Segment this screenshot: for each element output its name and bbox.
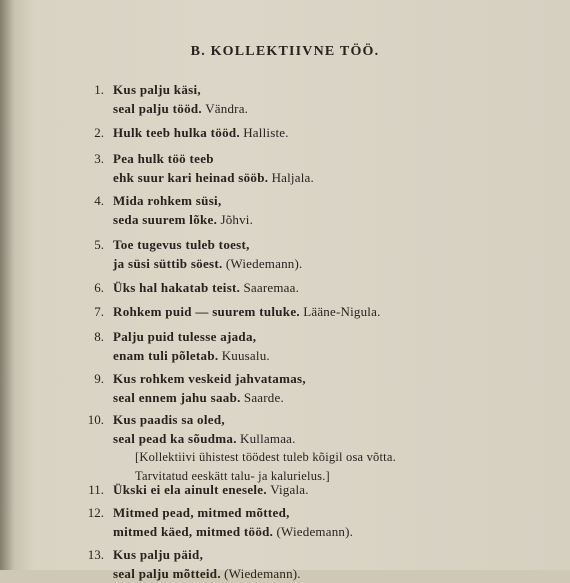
proverb-line: enam tuli põletab. — [113, 348, 219, 363]
proverb-line: seda suurem lõke. — [113, 212, 218, 227]
proverb-number: 4. — [94, 193, 104, 208]
editorial-note: [Kollektiivi ühistest töödest tuleb kõigil osa võtta. — [135, 450, 396, 464]
proverb-line: Kus palju päid, — [113, 547, 204, 562]
proverb-number: 10. — [87, 412, 104, 427]
proverb-source: Vigala. — [270, 482, 309, 497]
proverb-line: Toe tugevus tuleb toest, — [113, 237, 250, 252]
proverb-source: Kuusalu. — [221, 348, 270, 363]
proverb-line: Ükski ei ela ainult enesele. — [113, 482, 267, 497]
proverb-source: Haljala. — [271, 170, 314, 185]
proverb-source: Vändra. — [205, 101, 249, 116]
proverb-number: 7. — [94, 304, 104, 319]
proverb-source: (Wiedemann). — [225, 256, 303, 271]
proverb-line: Mida rohkem süsi, — [113, 193, 222, 208]
proverb-line: ja süsi süttib söest. — [113, 256, 223, 271]
proverb-line: Kus paadis sa oled, — [113, 412, 225, 427]
proverb-line: Pea hulk töö teeb — [113, 151, 214, 166]
proverb-number: 5. — [94, 237, 104, 252]
proverb-source: Jõhvi. — [220, 212, 254, 227]
editorial-note: Tarvitatud eeskätt talu- ja kalurielus.] — [135, 469, 330, 483]
page-gutter-shadow — [0, 0, 14, 570]
proverb-source: (Wiedemann). — [224, 566, 301, 581]
proverb-line: Rohkem puid — suurem tuluke. — [113, 304, 300, 319]
proverb-source: Saaremaa. — [243, 280, 300, 295]
proverb-line: Üks hal hakatab teist. — [113, 280, 241, 295]
proverb-line: Kus rohkem veskeid jahvatamas, — [113, 371, 306, 386]
proverb-number: 3. — [94, 151, 104, 166]
proverb-number: 1. — [94, 82, 104, 97]
proverb-number: 8. — [94, 329, 104, 344]
proverb-line: Palju puid tulesse ajada, — [113, 329, 257, 344]
proverb-line: seal pead ka sõudma. — [113, 431, 237, 446]
proverb-line: Kus palju käsi, — [113, 82, 201, 97]
proverb-source: Halliste. — [243, 125, 289, 140]
proverb-line: Mitmed pead, mitmed mõtted, — [113, 505, 290, 520]
proverb-line: seal palju tööd. — [113, 101, 202, 116]
proverb-source: Saarde. — [243, 390, 284, 405]
proverb-number: 9. — [94, 371, 104, 386]
proverb-source: Kullamaa. — [240, 431, 296, 446]
proverb-line: Hulk teeb hulka tööd. — [113, 125, 240, 140]
proverb-number: 2. — [94, 125, 104, 140]
proverb-line: ehk suur kari heinad sööb. — [113, 170, 269, 185]
proverb-number: 13. — [87, 547, 104, 562]
proverb-number: 6. — [94, 280, 104, 295]
proverb-source: Lääne-Nigula. — [303, 304, 381, 319]
proverb-line: mitmed käed, mitmed tööd. — [113, 524, 274, 539]
proverb-number: 12. — [87, 505, 104, 520]
section-heading: B. KOLLEKTIIVNE TÖÖ. — [190, 44, 380, 59]
proverb-line: seal palju mõtteid. — [113, 566, 221, 581]
proverb-number: 11. — [88, 482, 104, 497]
proverb-source: (Wiedemann). — [276, 524, 354, 539]
proverb-line: seal ennem jahu saab. — [113, 390, 241, 405]
